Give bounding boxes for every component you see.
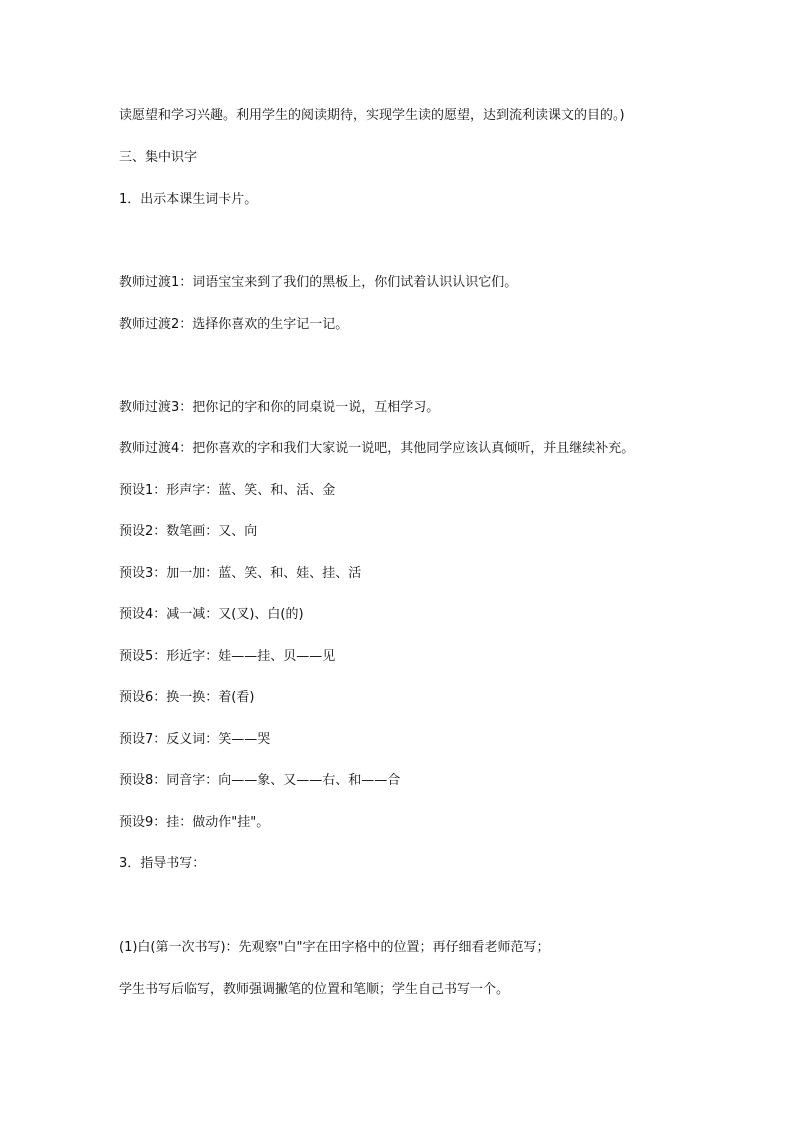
preset-1: 预设1：形声字：蓝、笑、和、活、金: [119, 483, 336, 498]
teacher-transition-1: 教师过渡1：词语宝宝来到了我们的黑板上，你们试着认识认识它们。: [119, 275, 518, 290]
preset-3: 预设3：加一加：蓝、笑、和、娃、挂、活: [119, 566, 362, 581]
teacher-transition-3: 教师过渡3：把你记的字和你的同桌说一说，互相学习。: [119, 400, 440, 415]
teacher-transition-4: 教师过渡4：把你喜欢的字和我们大家说一说吧，其他同学应该认真倾听，并且继续补充。: [119, 441, 635, 456]
preset-5: 预设5：形近字：娃——挂、贝——见: [119, 649, 336, 664]
preset-4: 预设4：减一减：又(叉)、白(的): [119, 607, 304, 622]
preset-9: 预设9：挂：做动作"挂"。: [119, 815, 270, 830]
section-heading-3: 三、集中识字: [119, 150, 198, 165]
preset-7: 预设7：反义词：笑——哭: [119, 732, 271, 747]
writing-guide-1: (1)白(第一次书写)：先观察"白"字在田字格中的位置；再仔细看老师范写；: [119, 940, 550, 955]
step-1-line: 1．出示本课生词卡片。: [119, 192, 258, 207]
preset-2: 预设2：数笔画：又、向: [119, 524, 258, 539]
step-3-line: 3．指导书写：: [119, 856, 206, 871]
writing-guide-2: 学生书写后临写，教师强调撇笔的位置和笔顺；学生自己书写一个。: [119, 982, 510, 997]
preset-8: 预设8：同音字：向——象、又——右、和——合: [119, 773, 401, 788]
paragraph-line-1: 读愿望和学习兴趣。利用学生的阅读期待，实现学生读的愿望，达到流利读课文的目的。): [119, 108, 625, 123]
preset-6: 预设6：换一换：着(看): [119, 690, 255, 705]
teacher-transition-2: 教师过渡2：选择你喜欢的生字记一记。: [119, 317, 349, 332]
